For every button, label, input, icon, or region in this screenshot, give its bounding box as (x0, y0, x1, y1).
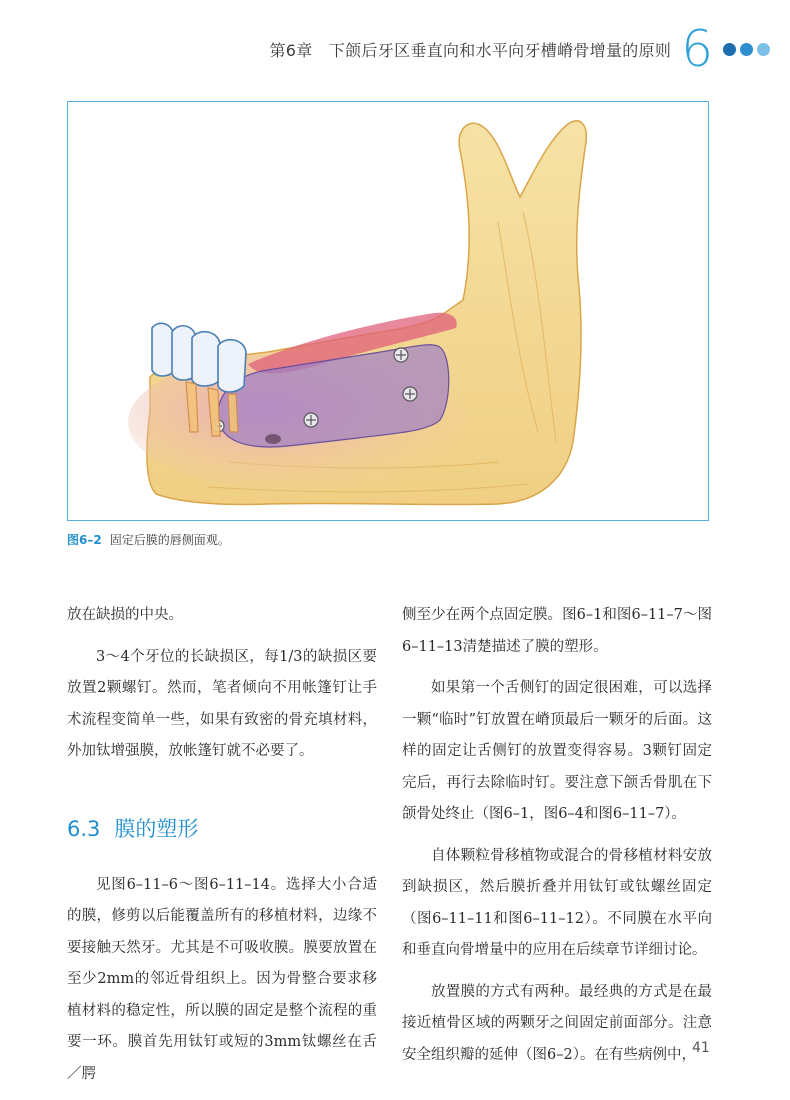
header-dot-icon (723, 43, 736, 56)
figure-caption-text: 固定后膜的唇侧面观。 (109, 533, 230, 547)
paragraph: 3～4个牙位的长缺损区，每1/3的缺损区要放置2颗螺钉。然而，笔者倾向不用帐篷钉让手术流程变简单一些，如果有致密的骨充填材料，外加钛增强膜，放帐篷钉就不必要了。 (67, 648, 377, 759)
running-header (269, 20, 771, 78)
section-heading (67, 814, 377, 844)
paragraph: 放置膜的方式有两种。最经典的方式是在最接近植骨区域的两颗牙之间固定前面部分。注意安全组织瓣的延伸（图6–2）。在有些病例中， (402, 983, 712, 1063)
paragraph: 见图6–11–6～图6–11–14。选择大小合适的膜，修剪以后能覆盖所有的移植材料，边缘不要接触天然牙。尤其是不可吸收膜。膜要放置在至少2mm的邻近骨组织上。因为骨整合要求移植材料的稳定性，所以膜的固定是整个流程的重要一环。膜首先用钛钉或短的3mm钛螺丝在舌／腭 (67, 876, 377, 1082)
left-column (67, 600, 377, 1100)
chapter-number: 6 (681, 20, 713, 78)
section-title: 膜的塑形 (114, 816, 199, 841)
figure-label: 图6–2 (67, 533, 102, 547)
chapter-title: 第6章 下颌后牙区垂直向和水平向牙槽嵴骨增量的原则 (269, 40, 672, 60)
right-column (402, 600, 712, 1081)
header-dot-icon (740, 43, 753, 56)
paragraph: 放在缺损的中央。 (67, 607, 183, 623)
page-number: 41 (692, 1040, 710, 1056)
figure-caption (67, 531, 230, 548)
paragraph: 侧至少在两个点固定膜。图6–1和图6–11–7～图6–11–13清楚描述了膜的塑形。 (402, 607, 712, 655)
header-dot-icon (757, 43, 770, 56)
paragraph: 如果第一个舌侧钉的固定很困难，可以选择一颗“临时”钉放置在嵴顶最后一颗牙的后面。这样的固定让舌侧钉的放置变得容易。3颗钉固定完后，再行去除临时钉。要注意下颌舌骨肌在下颌骨处终止（图6–1，图6–4和图6–11–7）。 (402, 680, 712, 822)
paragraph: 自体颗粒骨移植物或混合的骨移植材料安放到缺损区，然后膜折叠并用钛钉或钛螺丝固定（图6–11–11和图6–11–12）。不同膜在水平向和垂直向骨增量中的应用在后续章节详细讨论。 (402, 847, 712, 958)
mandible-illustration (68, 102, 708, 520)
figure-frame (67, 101, 709, 521)
section-number: 6.3 (67, 816, 101, 841)
